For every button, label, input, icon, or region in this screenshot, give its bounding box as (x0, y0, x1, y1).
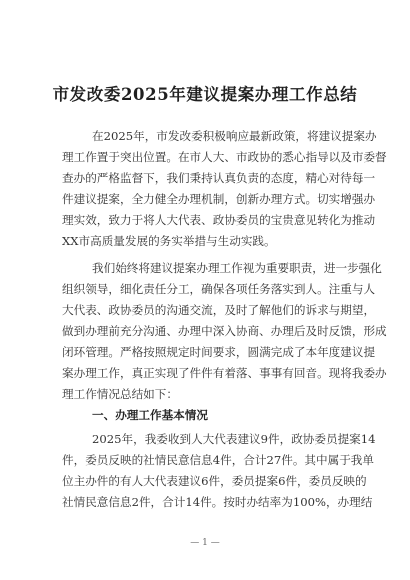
body-line: 大代表、政协委员的沟通交流，及时了解他们的诉求与期望， (62, 303, 376, 317)
body-line: 2025年，我委收到人大代表建议9件，政协委员提案14 (92, 432, 376, 446)
body-line: 社情民意信息2件，合计14件。按时办结率为100%，办理结 (62, 495, 373, 509)
body-line: 做到办理前充分沟通、办理中深入协商、办理后及时反馈，形成 (62, 324, 387, 338)
page-number: — 1 — (190, 538, 220, 548)
body-line: 理工作置于突出位置。在市人大、市政协的悉心指导以及市委督 (62, 150, 387, 164)
section-heading: 一、办理工作基本情况 (92, 408, 208, 422)
body-line: 查办的严格监督下，我们秉持认真负责的态度，精心对待每一 (62, 171, 376, 185)
body-line: XX市高质量发展的务实举措与生动实践。 (62, 234, 276, 248)
body-line: 案办理工作，真正实现了件件有着落、事事有回音。现将我委办 (62, 366, 387, 380)
body-line: 在2025年，市发改委积极响应最新政策，将建议提案办 (92, 129, 377, 143)
document-title: 市发改委2025年建议提案办理工作总结 (52, 85, 358, 104)
body-line: 闭环管理。严格按照规定时间要求，圆满完成了本年度建议提 (62, 345, 376, 359)
body-line: 组织领导，细化责任分工，确保各项任务落实到人。注重与人 (62, 282, 376, 296)
body-line: 件，委员反映的社情民意信息4件，合计27件。其中属于我单 (62, 453, 374, 467)
body-line: 理工作情况总结如下： (62, 387, 178, 401)
body-line: 理实效，致力于将人大代表、政协委员的宝贵意见转化为推动 (62, 213, 376, 227)
body-line: 我们始终将建议提案办理工作视为重要职责，进一步强化 (92, 261, 382, 275)
body-line: 位主办件的有人大代表建议6件，委员提案6件，委员反映的 (62, 474, 367, 488)
body-line: 件建议提案，全力健全办理机制，创新办理方式。切实增强办 (62, 192, 376, 206)
